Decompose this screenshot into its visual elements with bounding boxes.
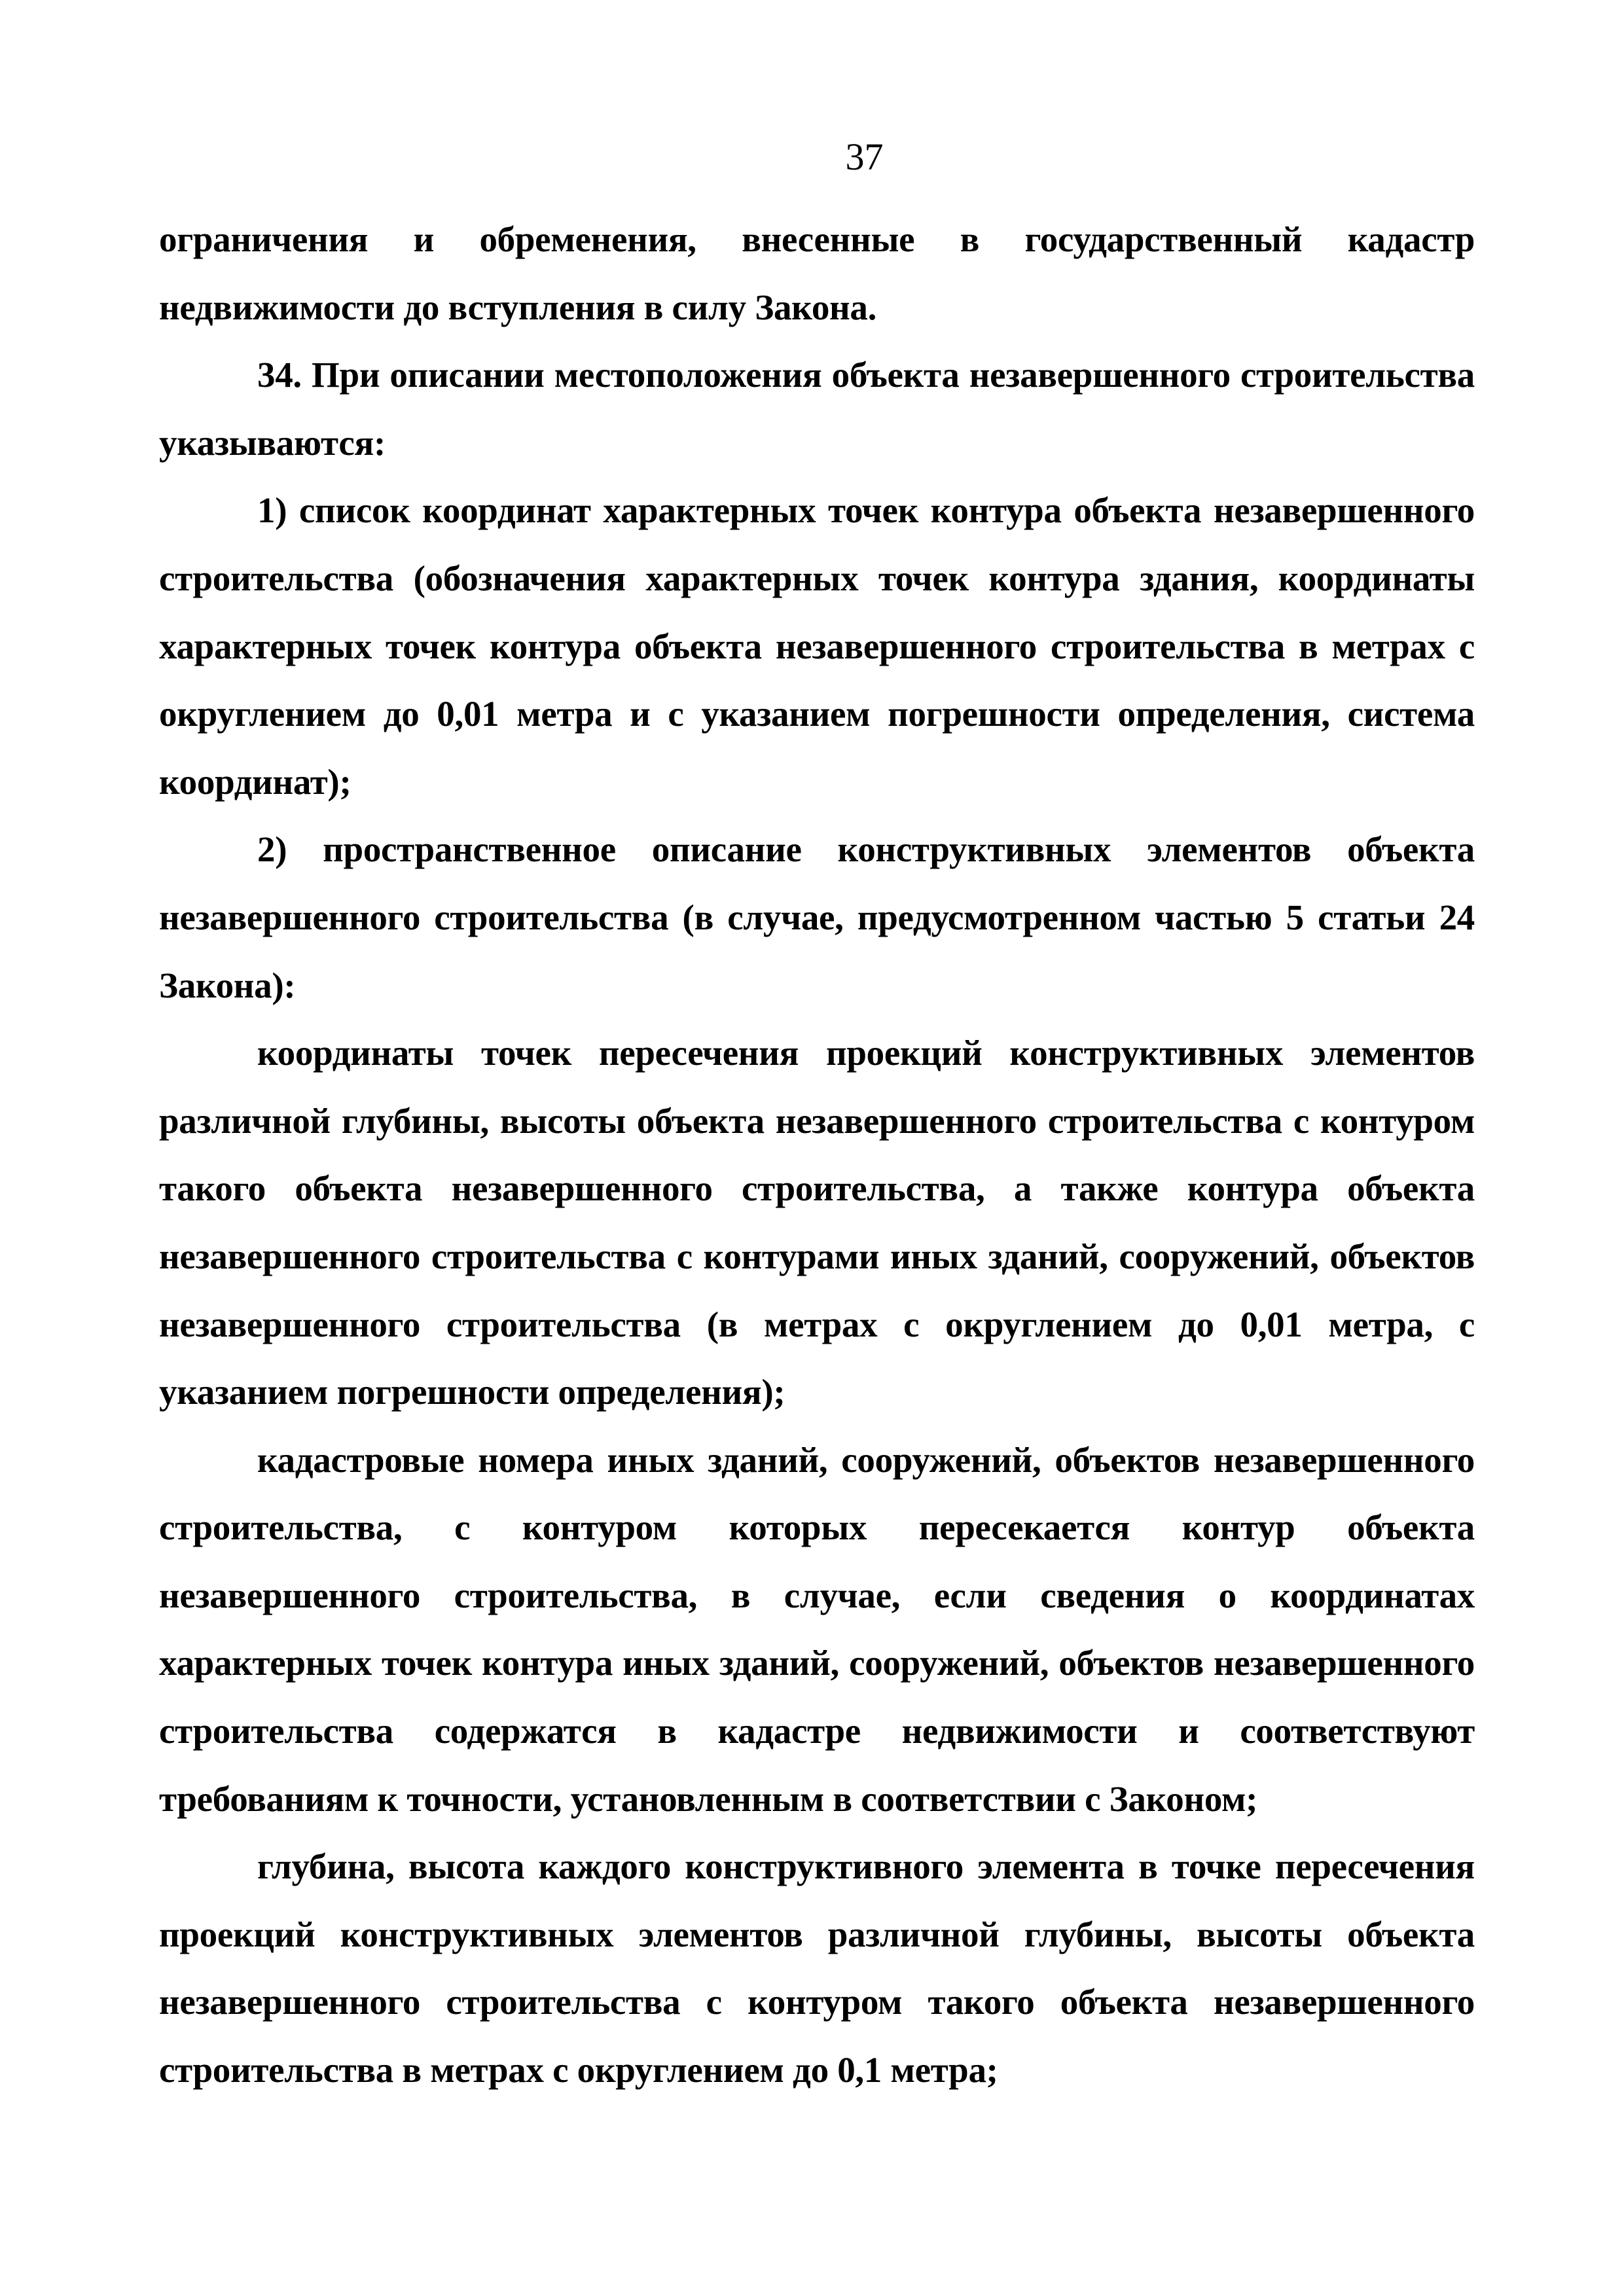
paragraph-cadastral-numbers: кадастровые номера иных зданий, сооружений, объектов незавершенного строительства, с контуром которых пересекается контур объекта незавершенного строительства, в случае, если сведения о координатах характерных точек контура иных зданий, сооружений, объектов незавершенного строительства содержатся в кадастре недвижимости и соответствуют требованиям к точности, установленным в соответствии с Законом; (159, 1439, 1475, 1819)
paragraph-coordinates: координаты точек пересечения проекций конструктивных элементов различной глубины, высоты объекта незавершенного строительства с контуром такого объекта незавершенного строительства, а также контура объекта незавершенного строительства с контурами иных зданий, сооружений, объектов незавершенного строительства (в метрах с округлением до 0,01 метра, с указанием погрешности определения); (159, 1033, 1475, 1412)
document-body (159, 206, 1475, 2104)
page-number: 37 (845, 135, 884, 178)
paragraph-item-34: 34. При описании местоположения объекта незавершенного строительства указываются: (159, 355, 1475, 463)
paragraph-continuation: ограничения и обременения, внесенные в государственный кадастр недвижимости до вступления в силу Закона. (159, 219, 1475, 327)
paragraph-subitem-1: 1) список координат характерных точек контура объекта незавершенного строительства (обозначения характерных точек контура здания, координаты характерных точек контура объекта незавершенного строительства в метрах с округлением до 0,01 метра и с указанием погрешности определения, система координат); (159, 490, 1475, 802)
paragraph-depth-height: глубина, высота каждого конструктивного элемента в точке пересечения проекций конструктивных элементов различной глубины, высоты объекта незавершенного строительства с контуром такого объекта незавершенного строительства в метрах с округлением до 0,1 метра; (159, 1846, 1475, 2090)
paragraph-subitem-2: 2) пространственное описание конструктивных элементов объекта незавершенного строительства (в случае, предусмотренном частью 5 статьи 24 Закона): (159, 829, 1475, 1005)
